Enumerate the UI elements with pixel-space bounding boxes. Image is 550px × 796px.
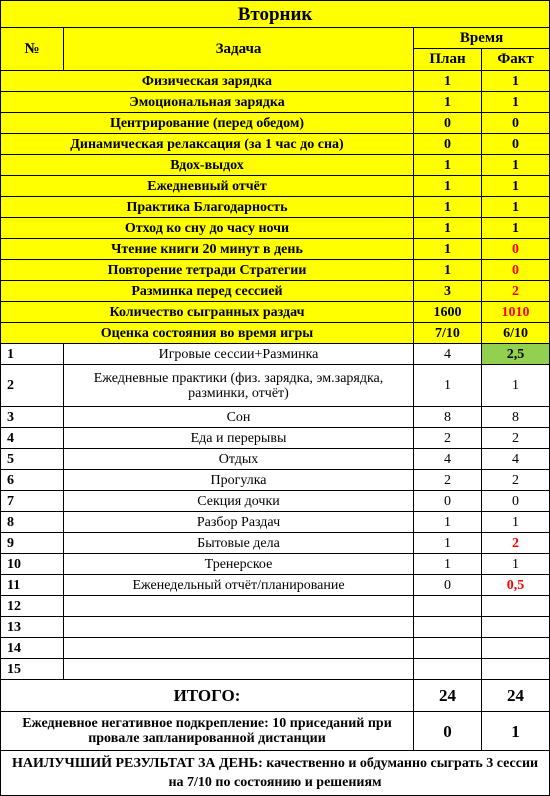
row-task: Ежедневные практики (физ. зарядка, эм.зарядка, разминки, отчёт) [64, 365, 414, 407]
time-row [1, 512, 550, 533]
time-row [1, 365, 550, 407]
practice-plan: 0 [414, 134, 482, 155]
row-plan: 1 [414, 512, 482, 533]
practice-task: Физическая зарядка [1, 71, 414, 92]
row-number: 10 [1, 554, 64, 575]
practice-fact: 0 [482, 134, 550, 155]
row-number: 9 [1, 533, 64, 554]
practice-fact: 1 [482, 155, 550, 176]
row-fact: 2,5 [482, 344, 550, 365]
row-task: Отдых [64, 449, 414, 470]
row-plan: 4 [414, 449, 482, 470]
row-fact [482, 638, 550, 659]
practice-fact: 1 [482, 218, 550, 239]
practice-fact: 2 [482, 281, 550, 302]
practice-plan: 1 [414, 260, 482, 281]
time-row [1, 659, 550, 680]
row-task [64, 617, 414, 638]
row-plan: 1 [414, 533, 482, 554]
row-task: Тренерское [64, 554, 414, 575]
row-number: 14 [1, 638, 64, 659]
row-number: 11 [1, 575, 64, 596]
daily-practice-row [1, 176, 550, 197]
practice-plan: 1 [414, 71, 482, 92]
daily-practice-row [1, 113, 550, 134]
fact-header: Факт [482, 49, 550, 71]
row-fact: 2 [482, 428, 550, 449]
time-row [1, 449, 550, 470]
time-row [1, 596, 550, 617]
row-fact: 8 [482, 407, 550, 428]
row-fact: 1 [482, 554, 550, 575]
daily-practice-row [1, 218, 550, 239]
row-task: Сон [64, 407, 414, 428]
row-fact: 1 [482, 365, 550, 407]
practice-plan: 1 [414, 197, 482, 218]
time-row [1, 554, 550, 575]
practice-task: Динамическая релаксация (за 1 час до сна) [1, 134, 414, 155]
daily-practice-row [1, 281, 550, 302]
row-number: 8 [1, 512, 64, 533]
practice-plan: 0 [414, 113, 482, 134]
total-plan: 24 [414, 680, 482, 712]
row-number: 15 [1, 659, 64, 680]
practice-fact: 6/10 [482, 323, 550, 344]
time-row [1, 470, 550, 491]
row-fact: 4 [482, 449, 550, 470]
time-row [1, 617, 550, 638]
row-plan: 2 [414, 470, 482, 491]
row-number: 13 [1, 617, 64, 638]
practice-fact: 1010 [482, 302, 550, 323]
row-task: Секция дочки [64, 491, 414, 512]
row-plan [414, 638, 482, 659]
row-number: 5 [1, 449, 64, 470]
time-header: Время [414, 28, 550, 49]
row-task: Прогулка [64, 470, 414, 491]
row-plan: 2 [414, 428, 482, 449]
time-row [1, 533, 550, 554]
row-plan: 1 [414, 554, 482, 575]
row-plan [414, 617, 482, 638]
task-header: Задача [64, 28, 414, 71]
negative-plan: 0 [414, 712, 482, 751]
daily-practice-row [1, 197, 550, 218]
daily-practice-row [1, 302, 550, 323]
total-label: ИТОГО: [1, 680, 414, 712]
practice-plan: 1 [414, 92, 482, 113]
row-fact [482, 617, 550, 638]
row-fact: 0,5 [482, 575, 550, 596]
row-plan: 0 [414, 491, 482, 512]
practice-task: Ежедневный отчёт [1, 176, 414, 197]
practice-plan: 1 [414, 239, 482, 260]
time-row [1, 344, 550, 365]
practice-plan: 1 [414, 218, 482, 239]
time-row [1, 575, 550, 596]
practice-fact: 0 [482, 260, 550, 281]
row-fact [482, 659, 550, 680]
row-task [64, 659, 414, 680]
daily-practice-row [1, 260, 550, 281]
practice-plan: 1 [414, 176, 482, 197]
practice-task: Эмоциональная зарядка [1, 92, 414, 113]
practice-task: Оценка состояния во время игры [1, 323, 414, 344]
row-plan: 1 [414, 365, 482, 407]
practice-fact: 1 [482, 197, 550, 218]
practice-task: Вдох-выдох [1, 155, 414, 176]
row-task: Бытовые дела [64, 533, 414, 554]
row-task [64, 596, 414, 617]
row-number: 7 [1, 491, 64, 512]
row-plan: 4 [414, 344, 482, 365]
row-number: 1 [1, 344, 64, 365]
practice-plan: 1 [414, 155, 482, 176]
practice-task: Чтение книги 20 минут в день [1, 239, 414, 260]
row-number: 3 [1, 407, 64, 428]
time-row [1, 428, 550, 449]
total-fact: 24 [482, 680, 550, 712]
daily-practice-row [1, 92, 550, 113]
row-plan: 8 [414, 407, 482, 428]
num-header: № [1, 28, 64, 71]
row-number: 2 [1, 365, 64, 407]
practice-task: Отход ко сну до часу ночи [1, 218, 414, 239]
daily-practice-row [1, 239, 550, 260]
practice-task: Разминка перед сессией [1, 281, 414, 302]
row-fact: 2 [482, 533, 550, 554]
practice-fact: 1 [482, 176, 550, 197]
practice-fact: 0 [482, 239, 550, 260]
row-task: Игровые сессии+Разминка [64, 344, 414, 365]
time-row [1, 491, 550, 512]
daily-practice-row [1, 323, 550, 344]
best-result-label: НАИЛУЧШИЙ РЕЗУЛЬТАТ ЗА ДЕНЬ: качественно и обдуманно сыграть 3 сессии на 7/10 по состоянию и решениям [1, 751, 550, 796]
practice-plan: 1600 [414, 302, 482, 323]
row-number: 12 [1, 596, 64, 617]
negative-reinforcement-label: Ежедневное негативное подкрепление: 10 приседаний при провале запланированной дистанции [1, 712, 414, 751]
row-plan [414, 659, 482, 680]
row-task [64, 638, 414, 659]
practice-fact: 1 [482, 71, 550, 92]
practice-plan: 7/10 [414, 323, 482, 344]
practice-task: Практика Благодарность [1, 197, 414, 218]
row-fact [482, 596, 550, 617]
row-plan: 0 [414, 575, 482, 596]
daily-practice-row [1, 71, 550, 92]
practice-task: Повторение тетради Стратегии [1, 260, 414, 281]
row-task: Еженедельный отчёт/планирование [64, 575, 414, 596]
time-row [1, 407, 550, 428]
row-number: 4 [1, 428, 64, 449]
daily-practice-row [1, 155, 550, 176]
plan-header: План [414, 49, 482, 71]
row-plan [414, 596, 482, 617]
row-task: Разбор Раздач [64, 512, 414, 533]
row-number: 6 [1, 470, 64, 491]
practice-task: Центрирование (перед обедом) [1, 113, 414, 134]
row-fact: 0 [482, 491, 550, 512]
time-row [1, 638, 550, 659]
practice-plan: 3 [414, 281, 482, 302]
day-title: Вторник [1, 1, 550, 28]
row-task: Еда и перерывы [64, 428, 414, 449]
row-fact: 1 [482, 512, 550, 533]
practice-task: Количество сыгранных раздач [1, 302, 414, 323]
daily-practice-row [1, 134, 550, 155]
practice-fact: 1 [482, 92, 550, 113]
practice-fact: 0 [482, 113, 550, 134]
row-fact: 2 [482, 470, 550, 491]
negative-fact: 1 [482, 712, 550, 751]
